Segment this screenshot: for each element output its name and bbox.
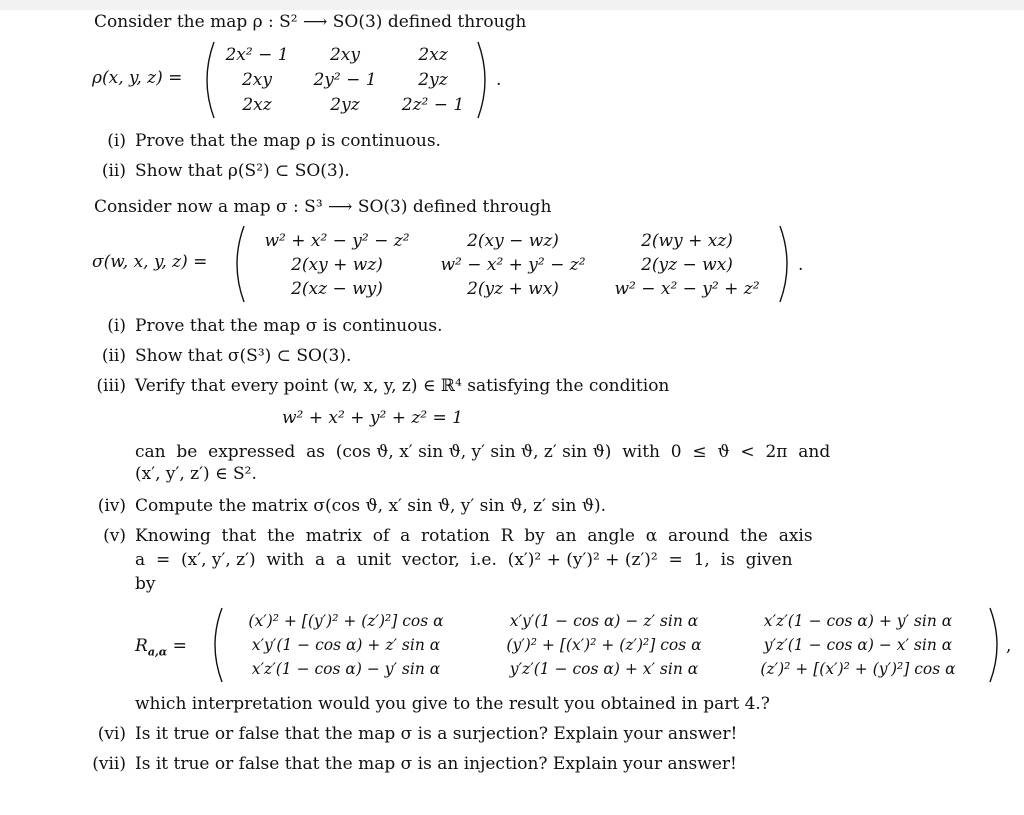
rho-item-num: (i) <box>107 131 126 151</box>
r-cell: x′y′(1 − cos α) − z′ sin α <box>509 612 699 630</box>
sigma-cell: 2(xy − wz) <box>467 231 559 251</box>
r-cell: x′z′(1 − cos α) − y′ sin α <box>251 660 441 678</box>
sigma-item-text: Is it true or false that the map σ is an injection? Explain your answer! <box>135 754 737 774</box>
r-equals: = <box>172 636 187 656</box>
sigma-lhs: σ(w, x, y, z) = <box>92 252 208 272</box>
sigma-cell: 2(wy + xz) <box>641 231 733 251</box>
r-cell: x′z′(1 − cos α) + y′ sin α <box>763 612 953 630</box>
rho-lhs: ρ(x, y, z) = <box>92 68 183 88</box>
rho-cell: 2xy <box>241 70 272 90</box>
sigma-cell: w² − x² − y² + z² <box>614 279 760 299</box>
sigma-item-num: (vii) <box>92 754 126 774</box>
sigma-item-text: Show that σ(S³) ⊂ SO(3). <box>135 346 352 366</box>
rho-cell: 2z² − 1 <box>401 95 465 115</box>
r-cell: (z′)² + [(x′)² + (y′)²] cos α <box>760 660 956 678</box>
rho-item-text: Show that ρ(S²) ⊂ SO(3). <box>135 161 350 181</box>
sigma-item-num: (vi) <box>97 724 126 744</box>
sigma-cell: 2(xy + wz) <box>291 255 383 275</box>
r-cell: (y′)² + [(x′)² + (z′)²] cos α <box>506 636 702 654</box>
intro-rho: Consider the map ρ : S² ⟶ SO(3) defined through <box>94 12 527 32</box>
r-cell: (x′)² + [(y′)² + (z′)²] cos α <box>248 612 444 630</box>
sigma-item-text: Compute the matrix σ(cos ϑ, x′ sin ϑ, y′ sin ϑ, z′ sin ϑ). <box>135 496 607 516</box>
r-cell: x′y′(1 − cos α) + z′ sin α <box>251 636 441 654</box>
sigma-item-num: (v) <box>103 526 126 546</box>
sigma-item-num: (iii) <box>96 376 126 396</box>
item-iii-continuation: can be expressed as (cos ϑ, x′ sin ϑ, y′ sin ϑ, z′ sin ϑ) with 0 ≤ ϑ < 2π and <box>135 442 831 462</box>
item-iii-continuation-2: (x′, y′, z′) ∈ S². <box>135 464 257 484</box>
rho-cell: 2xz <box>242 95 272 115</box>
r-subscript: a,α <box>147 645 168 659</box>
top-strip <box>0 0 1024 10</box>
item-v-question: which interpretation would you give to the result you obtained in part 4.? <box>135 694 770 714</box>
sigma-cell: 2(yz − wx) <box>641 255 733 275</box>
sigma-cell: 2(yz + wx) <box>467 279 559 299</box>
sigma-item-num: (i) <box>107 316 126 336</box>
rho-item-num: (ii) <box>101 161 126 181</box>
sigma-trail: . <box>798 255 804 275</box>
condition-equation: w² + x² + y² + z² = 1 <box>282 408 463 428</box>
item-v-line: by <box>135 574 156 594</box>
rho-cell: 2xy <box>329 45 360 65</box>
sigma-cell: 2(xz − wy) <box>291 279 383 299</box>
rho-cell: 2xz <box>418 45 448 65</box>
sigma-right-paren <box>776 224 796 304</box>
sigma-item-text: Verify that every point (w, x, y, z) ∈ ℝ⁴ satisfying the condition <box>135 376 670 396</box>
rho-cell: 2yz <box>418 70 448 90</box>
rho-right-paren <box>474 40 494 120</box>
r-lhs <box>135 636 187 659</box>
r-cell: y′z′(1 − cos α) − x′ sin α <box>763 636 953 654</box>
r-right-paren <box>986 606 1006 684</box>
rho-trail: . <box>496 70 502 90</box>
r-symbol: R <box>135 636 148 656</box>
sigma-item-num: (iv) <box>97 496 126 516</box>
rho-cell: 2yz <box>330 95 360 115</box>
rho-cell: 2y² − 1 <box>313 70 377 90</box>
sigma-item-text: Is it true or false that the map σ is a surjection? Explain your answer! <box>135 724 738 744</box>
intro-sigma: Consider now a map σ : S³ ⟶ SO(3) defined through <box>94 197 552 217</box>
sigma-item-num: (ii) <box>101 346 126 366</box>
rho-item-text: Prove that the map ρ is continuous. <box>135 131 441 151</box>
r-cell: y′z′(1 − cos α) + x′ sin α <box>509 660 699 678</box>
item-v-line: a = (x′, y′, z′) with a a unit vector, i.e. (x′)² + (y′)² + (z′)² = 1, is given <box>135 550 793 570</box>
rho-cell: 2x² − 1 <box>225 45 289 65</box>
r-trail: , <box>1006 636 1012 656</box>
item-v-line: Knowing that the matrix of a rotation R by an angle α around the axis <box>135 526 813 546</box>
sigma-cell: w² + x² − y² − z² <box>264 231 410 251</box>
sigma-cell: w² − x² + y² − z² <box>440 255 586 275</box>
sigma-item-text: Prove that the map σ is continuous. <box>135 316 443 336</box>
